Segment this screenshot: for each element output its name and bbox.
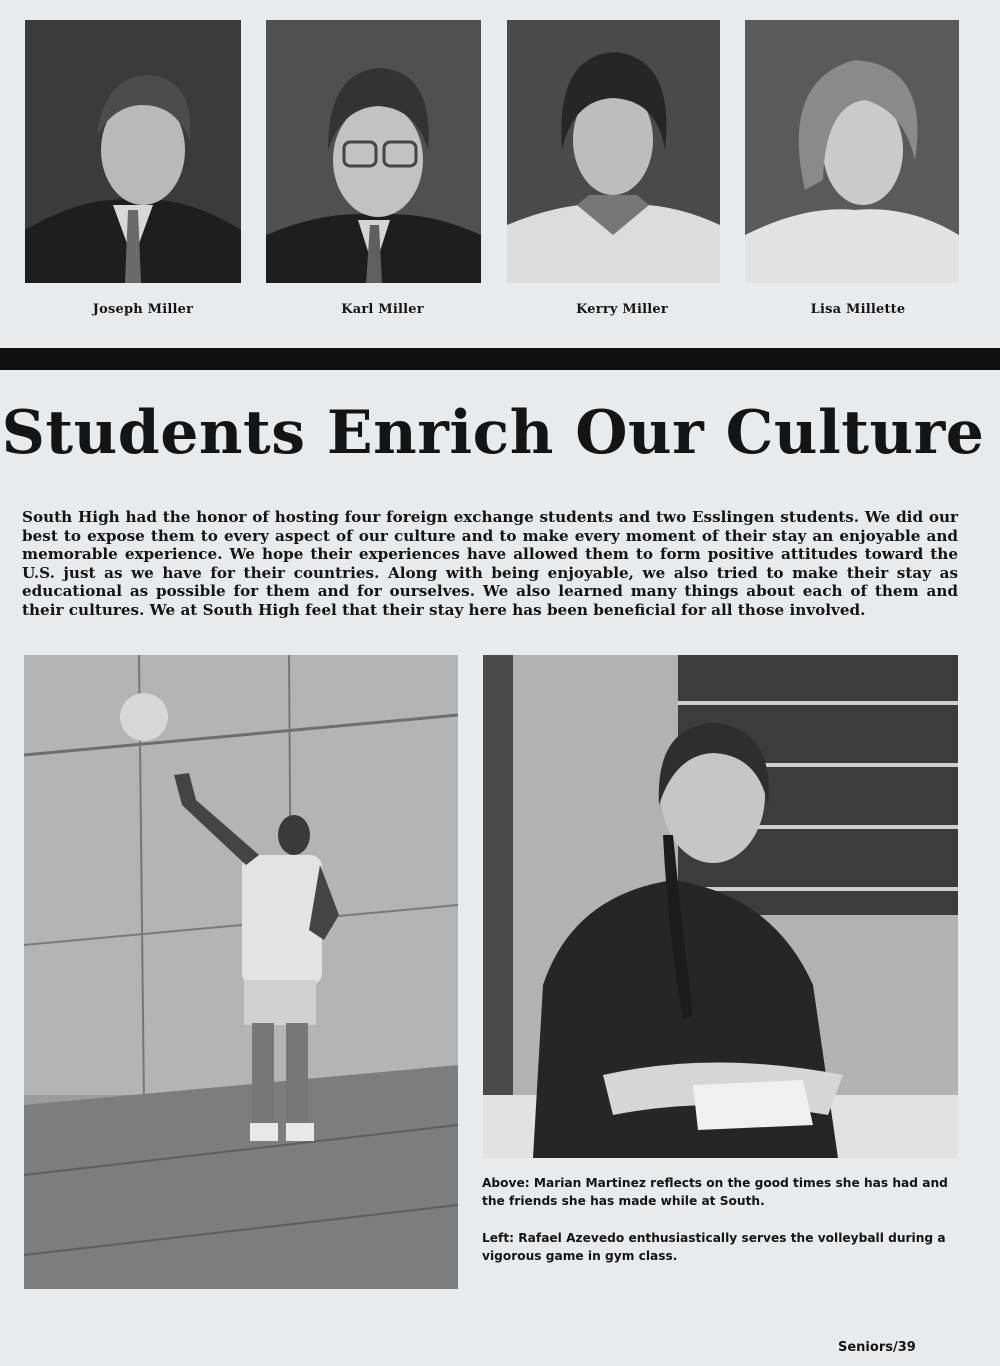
portrait-name-joseph-miller: Joseph Miller bbox=[92, 302, 194, 317]
black-divider-rule bbox=[0, 348, 1000, 370]
portrait-karl-miller bbox=[266, 20, 481, 283]
portrait-name-lisa-millette: Lisa Millette bbox=[810, 302, 906, 317]
intro-paragraph: South High had the honor of hosting four foreign exchange students and two Esslingen students. We did our best to expose them to every aspect of our culture and to make every moment of their stay an enjoyable and memorable experience. We hope their experiences have allowed them to form positive attitudes toward the U.S. just as we have for their countries. Along with being enjoyable, we also tried to make their stay as educational as possible for them and for ourselves. We also learned many things about each of them and their cultures. We at South High feel that their stay here has been beneficial for all those involved. bbox=[22, 508, 958, 619]
page-headline: Students Enrich Our Culture bbox=[1, 398, 985, 468]
photo-volleyball-serve bbox=[24, 655, 458, 1289]
portrait-lisa-millette bbox=[745, 20, 959, 283]
portrait-photo-icon bbox=[25, 20, 241, 283]
portrait-photo-icon bbox=[745, 20, 959, 283]
volleyball-gym-photo-icon bbox=[24, 655, 458, 1289]
portrait-photo-icon bbox=[266, 20, 481, 283]
portrait-name-karl-miller: Karl Miller bbox=[341, 302, 424, 317]
page-folio: Seniors/39 bbox=[838, 1340, 916, 1355]
caption-above: Above: Marian Martinez reflects on the good times she has had and the friends she has made while at South. bbox=[482, 1176, 948, 1208]
portrait-kerry-miller bbox=[507, 20, 720, 283]
portrait-photo-icon bbox=[507, 20, 720, 283]
photo-library-reading bbox=[483, 655, 958, 1158]
library-photo-icon bbox=[483, 655, 958, 1158]
portrait-name-kerry-miller: Kerry Miller bbox=[576, 302, 668, 317]
caption-left: Left: Rafael Azevedo enthusiastically serves the volleyball during a vigorous game in gym class. bbox=[482, 1231, 946, 1263]
portrait-joseph-miller bbox=[25, 20, 241, 283]
